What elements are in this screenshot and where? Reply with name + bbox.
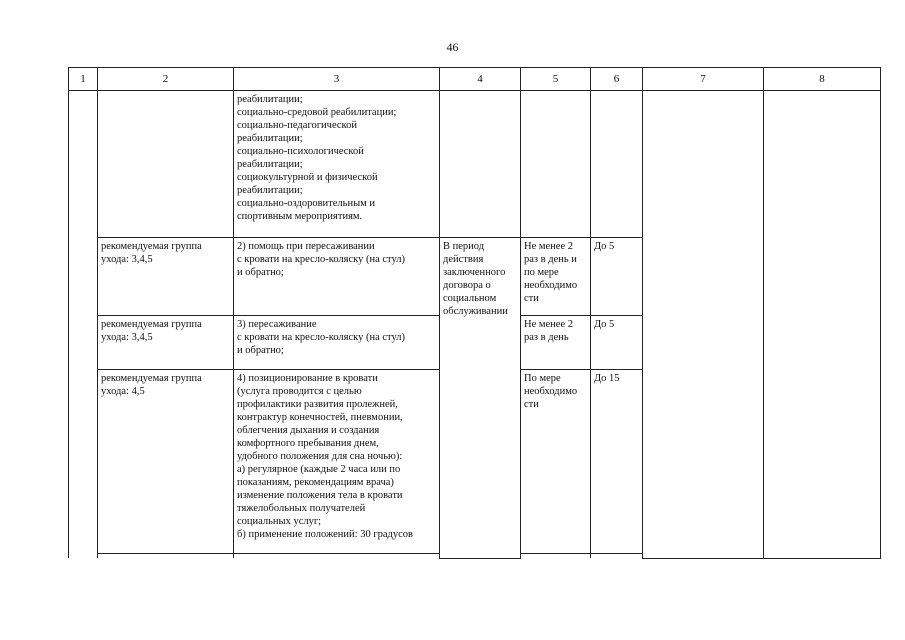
frequency-cell: По мере необходимо сти (521, 370, 591, 554)
care-group-cell-continued (98, 554, 234, 559)
header-col-2: 2 (98, 68, 234, 91)
row-number-cell (69, 91, 98, 559)
header-col-1: 1 (69, 68, 98, 91)
care-group-cell (98, 91, 234, 238)
care-group-cell: рекомендуемая группа ухода: 4,5 (98, 370, 234, 554)
header-col-8: 8 (764, 68, 881, 91)
volume-cell-continued (591, 554, 643, 559)
header-col-3: 3 (234, 68, 440, 91)
volume-cell (591, 91, 643, 238)
care-group-cell: рекомендуемая группа ухода: 3,4,5 (98, 316, 234, 370)
header-col-6: 6 (591, 68, 643, 91)
services-table (68, 67, 881, 559)
header-col-5: 5 (521, 68, 591, 91)
service-description-cell: 3) пересаживание с кровати на кресло-коляску (на стул) и обратно; (234, 316, 440, 370)
header-row (69, 68, 881, 91)
volume-cell: До 5 (591, 238, 643, 316)
frequency-cell: Не менее 2 раз в день и по мере необходимо сти (521, 238, 591, 316)
col-7-cell (643, 91, 764, 559)
volume-cell: До 5 (591, 316, 643, 370)
care-group-cell: рекомендуемая группа ухода: 3,4,5 (98, 238, 234, 316)
page-number: 46 (446, 40, 459, 54)
service-description-cell: реабилитации; социально-средовой реабилитации; социально-педагогической реабилитации; социально-психологической реабилитации; социокультурной и физической реабилитации; социально-оздоровительным и спортивным мероприятиям. (234, 91, 440, 238)
service-description-cell: 4) позиционирование в кровати (услуга проводится с целью профилактики развития пролежней, контрактур конечностей, пневмонии, облегчения дыхания и создания комфортного пребывания днем, удобного положения для сна ночью): а) регулярное (каждые 2 часа или по показаниям, рекомендациям врача) изменение положения тела в кровати тяжелобольных получателей социальных услуг; б) применение положений: 30 градусов (234, 370, 440, 554)
frequency-cell-continued (521, 554, 591, 559)
table-row (69, 91, 881, 238)
header-col-7: 7 (643, 68, 764, 91)
header-col-4: 4 (440, 68, 521, 91)
service-description-cell: 2) помощь при пересаживании с кровати на кресло-коляску (на стул) и обратно; (234, 238, 440, 316)
service-description-cell-continued (234, 554, 440, 559)
period-cell (440, 91, 521, 238)
volume-cell: До 15 (591, 370, 643, 554)
frequency-cell (521, 91, 591, 238)
col-8-cell (764, 91, 881, 559)
frequency-cell: Не менее 2 раз в день (521, 316, 591, 370)
period-cell: В период действия заключенного договора о социальном обслуживании (440, 238, 521, 559)
